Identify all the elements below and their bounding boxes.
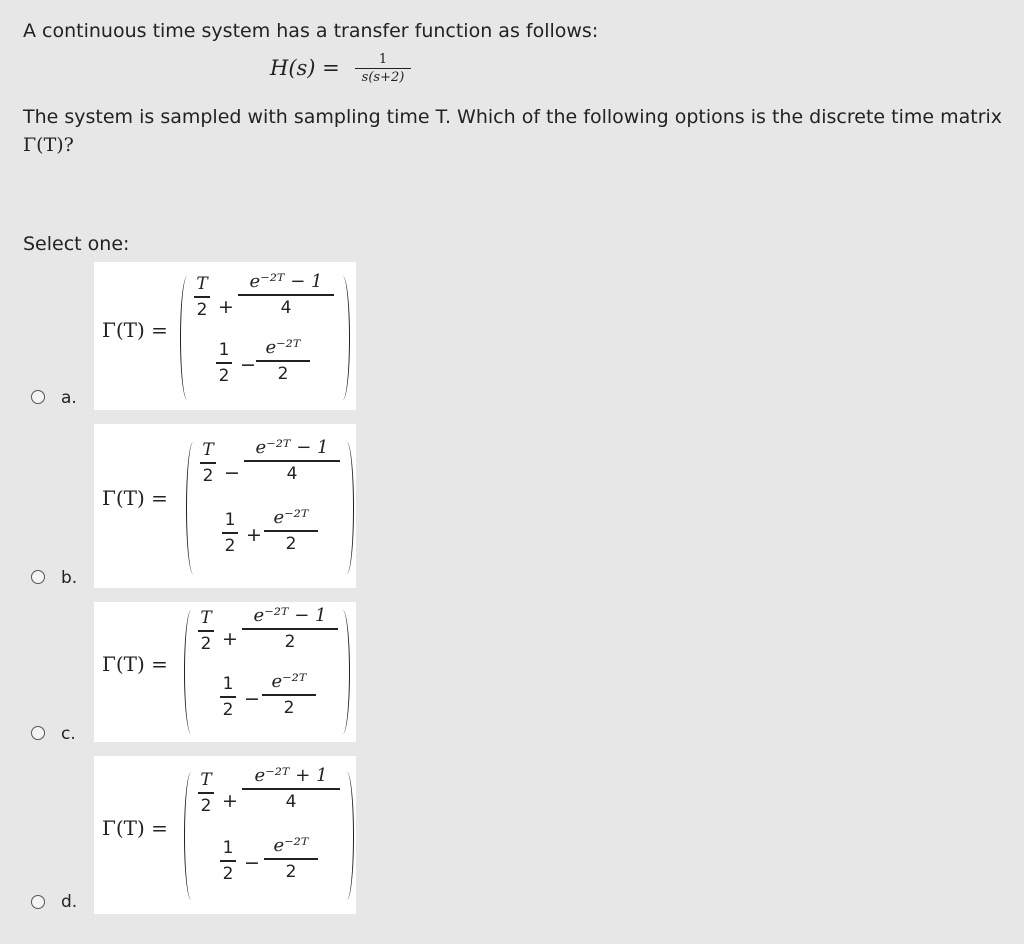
r2-frac-num: 1 — [222, 674, 234, 694]
r1-big-num: e⁻²ᵀ − 1 — [253, 605, 327, 626]
r2-big-num: e⁻²ᵀ — [273, 507, 309, 528]
question-line-3: Γ(T)? — [23, 134, 74, 156]
r2-big-num: e⁻²ᵀ — [271, 671, 307, 692]
r1-op: + — [218, 296, 234, 318]
r2-big-den: 2 — [285, 861, 297, 882]
answer-option-d[interactable] — [0, 756, 400, 916]
matrix-lhs: Γ(T) = — [102, 486, 168, 510]
option-letter: b. — [61, 568, 78, 588]
r2-frac-den: 2 — [222, 863, 234, 884]
r1-big-num: e⁻²ᵀ + 1 — [254, 765, 328, 786]
r1-op: + — [222, 628, 238, 650]
transfer-function-lhs — [270, 56, 340, 80]
r1-big-den: 4 — [286, 463, 298, 484]
transfer-function-fraction — [355, 52, 411, 85]
r1-big-den: 2 — [284, 631, 296, 652]
r2-big-den: 2 — [277, 363, 289, 384]
r1-frac-num: T — [200, 770, 212, 790]
transfer-function-denominator: s(s+2) — [361, 70, 405, 85]
radio-button-c[interactable] — [31, 726, 45, 740]
radio-button-b[interactable] — [31, 570, 45, 584]
r2-big-num: e⁻²ᵀ — [265, 337, 301, 358]
matrix-image — [94, 756, 356, 914]
r1-frac-num: T — [202, 440, 214, 460]
r2-frac-num: 1 — [218, 340, 230, 360]
r1-frac-num: T — [200, 608, 212, 628]
answer-option-a[interactable] — [0, 262, 400, 412]
r1-op: + — [222, 790, 238, 812]
matrix-lhs: Γ(T) = — [102, 816, 168, 840]
r1-big-num: e⁻²ᵀ − 1 — [249, 271, 323, 292]
r1-frac-den: 2 — [200, 633, 212, 654]
r2-op: − — [240, 354, 256, 376]
r2-big-num: e⁻²ᵀ — [273, 835, 309, 856]
r2-frac-num: 1 — [224, 510, 236, 530]
r1-frac-den: 2 — [202, 465, 214, 486]
matrix-lhs: Γ(T) = — [102, 652, 168, 676]
r2-frac-den: 2 — [218, 365, 230, 386]
answer-option-c[interactable] — [0, 602, 400, 744]
matrix-lhs: Γ(T) = — [102, 318, 168, 342]
r1-big-num: e⁻²ᵀ − 1 — [255, 437, 329, 458]
r2-op: − — [244, 852, 260, 874]
r1-op: − — [224, 462, 240, 484]
matrix-image — [94, 602, 356, 742]
radio-button-a[interactable] — [31, 390, 45, 404]
r2-op: − — [244, 688, 260, 710]
r2-big-den: 2 — [283, 697, 295, 718]
r2-frac-den: 2 — [224, 535, 236, 556]
option-letter: c. — [61, 724, 76, 744]
r2-op: + — [246, 524, 262, 546]
transfer-function-label: H(s) = — [270, 56, 340, 80]
answer-option-b[interactable] — [0, 424, 400, 590]
option-letter: a. — [61, 388, 77, 408]
r2-big-den: 2 — [285, 533, 297, 554]
r2-frac-den: 2 — [222, 699, 234, 720]
transfer-function-numerator: 1 — [378, 52, 388, 67]
r2-frac-num: 1 — [222, 838, 234, 858]
r1-frac-den: 2 — [196, 299, 208, 320]
option-letter: d. — [61, 892, 78, 912]
r1-frac-num: T — [196, 274, 208, 294]
question-line-2: The system is sampled with sampling time T. Which of the following options is the discrete time matrix — [23, 106, 1003, 128]
r1-frac-den: 2 — [200, 795, 212, 816]
radio-button-d[interactable] — [31, 895, 45, 909]
r1-big-den: 4 — [280, 297, 292, 318]
matrix-image — [94, 424, 356, 588]
question-line-1: A continuous time system has a transfer function as follows: — [23, 20, 599, 42]
matrix-image — [94, 262, 356, 410]
r1-big-den: 4 — [285, 791, 297, 812]
select-one-label: Select one: — [23, 233, 130, 255]
